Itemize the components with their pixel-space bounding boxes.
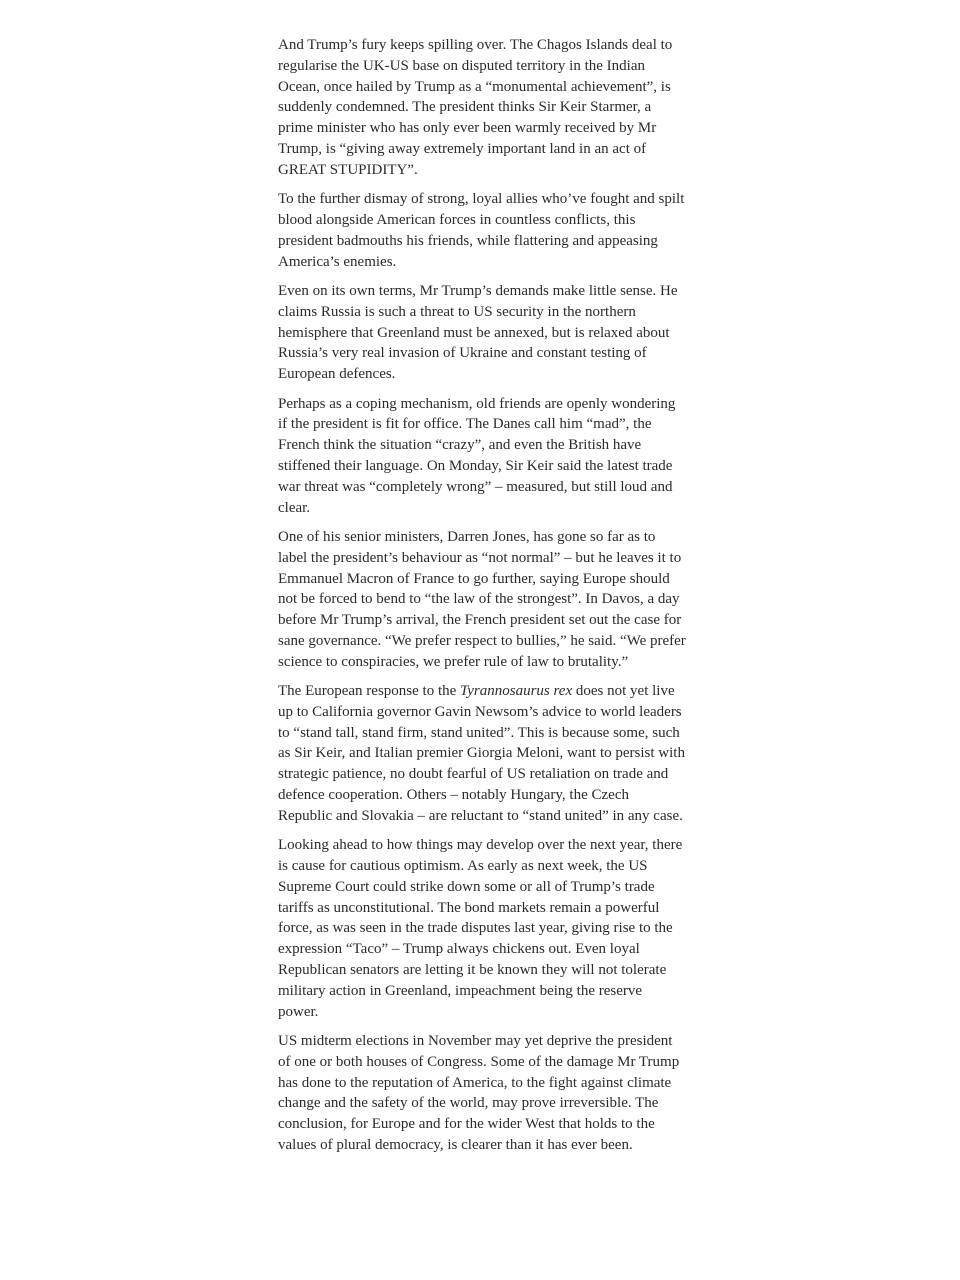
article-body xyxy=(278,35,686,1164)
european-response-text-after: does not yet live up to California governor Gavin Newsom’s advice to world leaders to “stand tall, stand firm, stand united”. This is because some, such as Sir Keir, and Italian premier Giorgia Meloni, want to persist with strategic patience, no doubt fearful of US retaliation on trade and defence cooperation. Others – notably Hungary, the Czech Republic and Slovakia – are reluctant to “stand united” in any case. xyxy=(278,683,685,824)
paragraph-european-response xyxy=(278,681,686,827)
paragraph-allies-dismay: To the further dismay of strong, loyal allies who’ve fought and spilt blood alongside American forces in countless conflicts, this president badmouths his friends, while flattering and appeasing America’s enemies. xyxy=(278,191,685,270)
paragraph-chagos-deal: And Trump’s fury keeps spilling over. The Chagos Islands deal to regularise the UK-US base on disputed territory in the Indian Ocean, once hailed by Trump as a “monumental achievement”, is suddenly condemned. The president thinks Sir Keir Starmer, a prime minister who has only ever been warmly received by Mr Trump, is “giving away extremely important land in an act of GREAT STUPIDITY”. xyxy=(278,37,673,178)
paragraph-coping-mechanism: Perhaps as a coping mechanism, old friends are openly wondering if the president is fit for office. The Danes call him “mad”, the French think the situation “crazy”, and even the British have stiffened their language. On Monday, Sir Keir said the latest trade war threat was “completely wrong” – measured, but still loud and clear. xyxy=(278,395,676,516)
european-response-text-before: The European response to the xyxy=(278,683,461,700)
paragraph-darren-jones: One of his senior ministers, Darren Jones, has gone so far as to label the president’s behaviour as “not normal” – but he leaves it to Emmanuel Macron of France to go further, saying Europe should not be forced to bend to “the law of the strongest”. In Davos, a day before Mr Trump’s arrival, the French president set out the case for sane governance. “We prefer respect to bullies,” he said. “We prefer science to conspiracies, we prefer rule of law to brutality.” xyxy=(278,528,686,670)
paragraph-own-terms: Even on its own terms, Mr Trump’s demands make little sense. He claims Russia is such a threat to US security in the northern hemisphere that Greenland must be annexed, but is relaxed about Russia’s very real invasion of Ukraine and constant testing of European defences. xyxy=(278,282,678,383)
paragraph-looking-ahead: Looking ahead to how things may develop over the next year, there is cause for cautious optimism. As early as next week, the US Supreme Court could strike down some or all of Trump’s trade tariffs as unconstitutional. The bond markets remain a powerful force, as was seen in the trade disputes last year, giving rise to the expression “Taco” – Trump always chickens out. Even loyal Republican senators are letting it be known they will not tolerate military action in Greenland, impeachment being the reserve power. xyxy=(278,837,683,1020)
tyrannosaurus-rex-italic: Tyrannosaurus rex xyxy=(460,683,573,700)
paragraph-midterm-elections: US midterm elections in November may yet deprive the president of one or both houses of Congress. Some of the damage Mr Trump has done to the reputation of America, to the fight against climate change and the safety of the world, may prove irreversible. The conclusion, for Europe and for the wider West that holds to the values of plural democracy, is clearer than it has ever been. xyxy=(278,1033,680,1153)
